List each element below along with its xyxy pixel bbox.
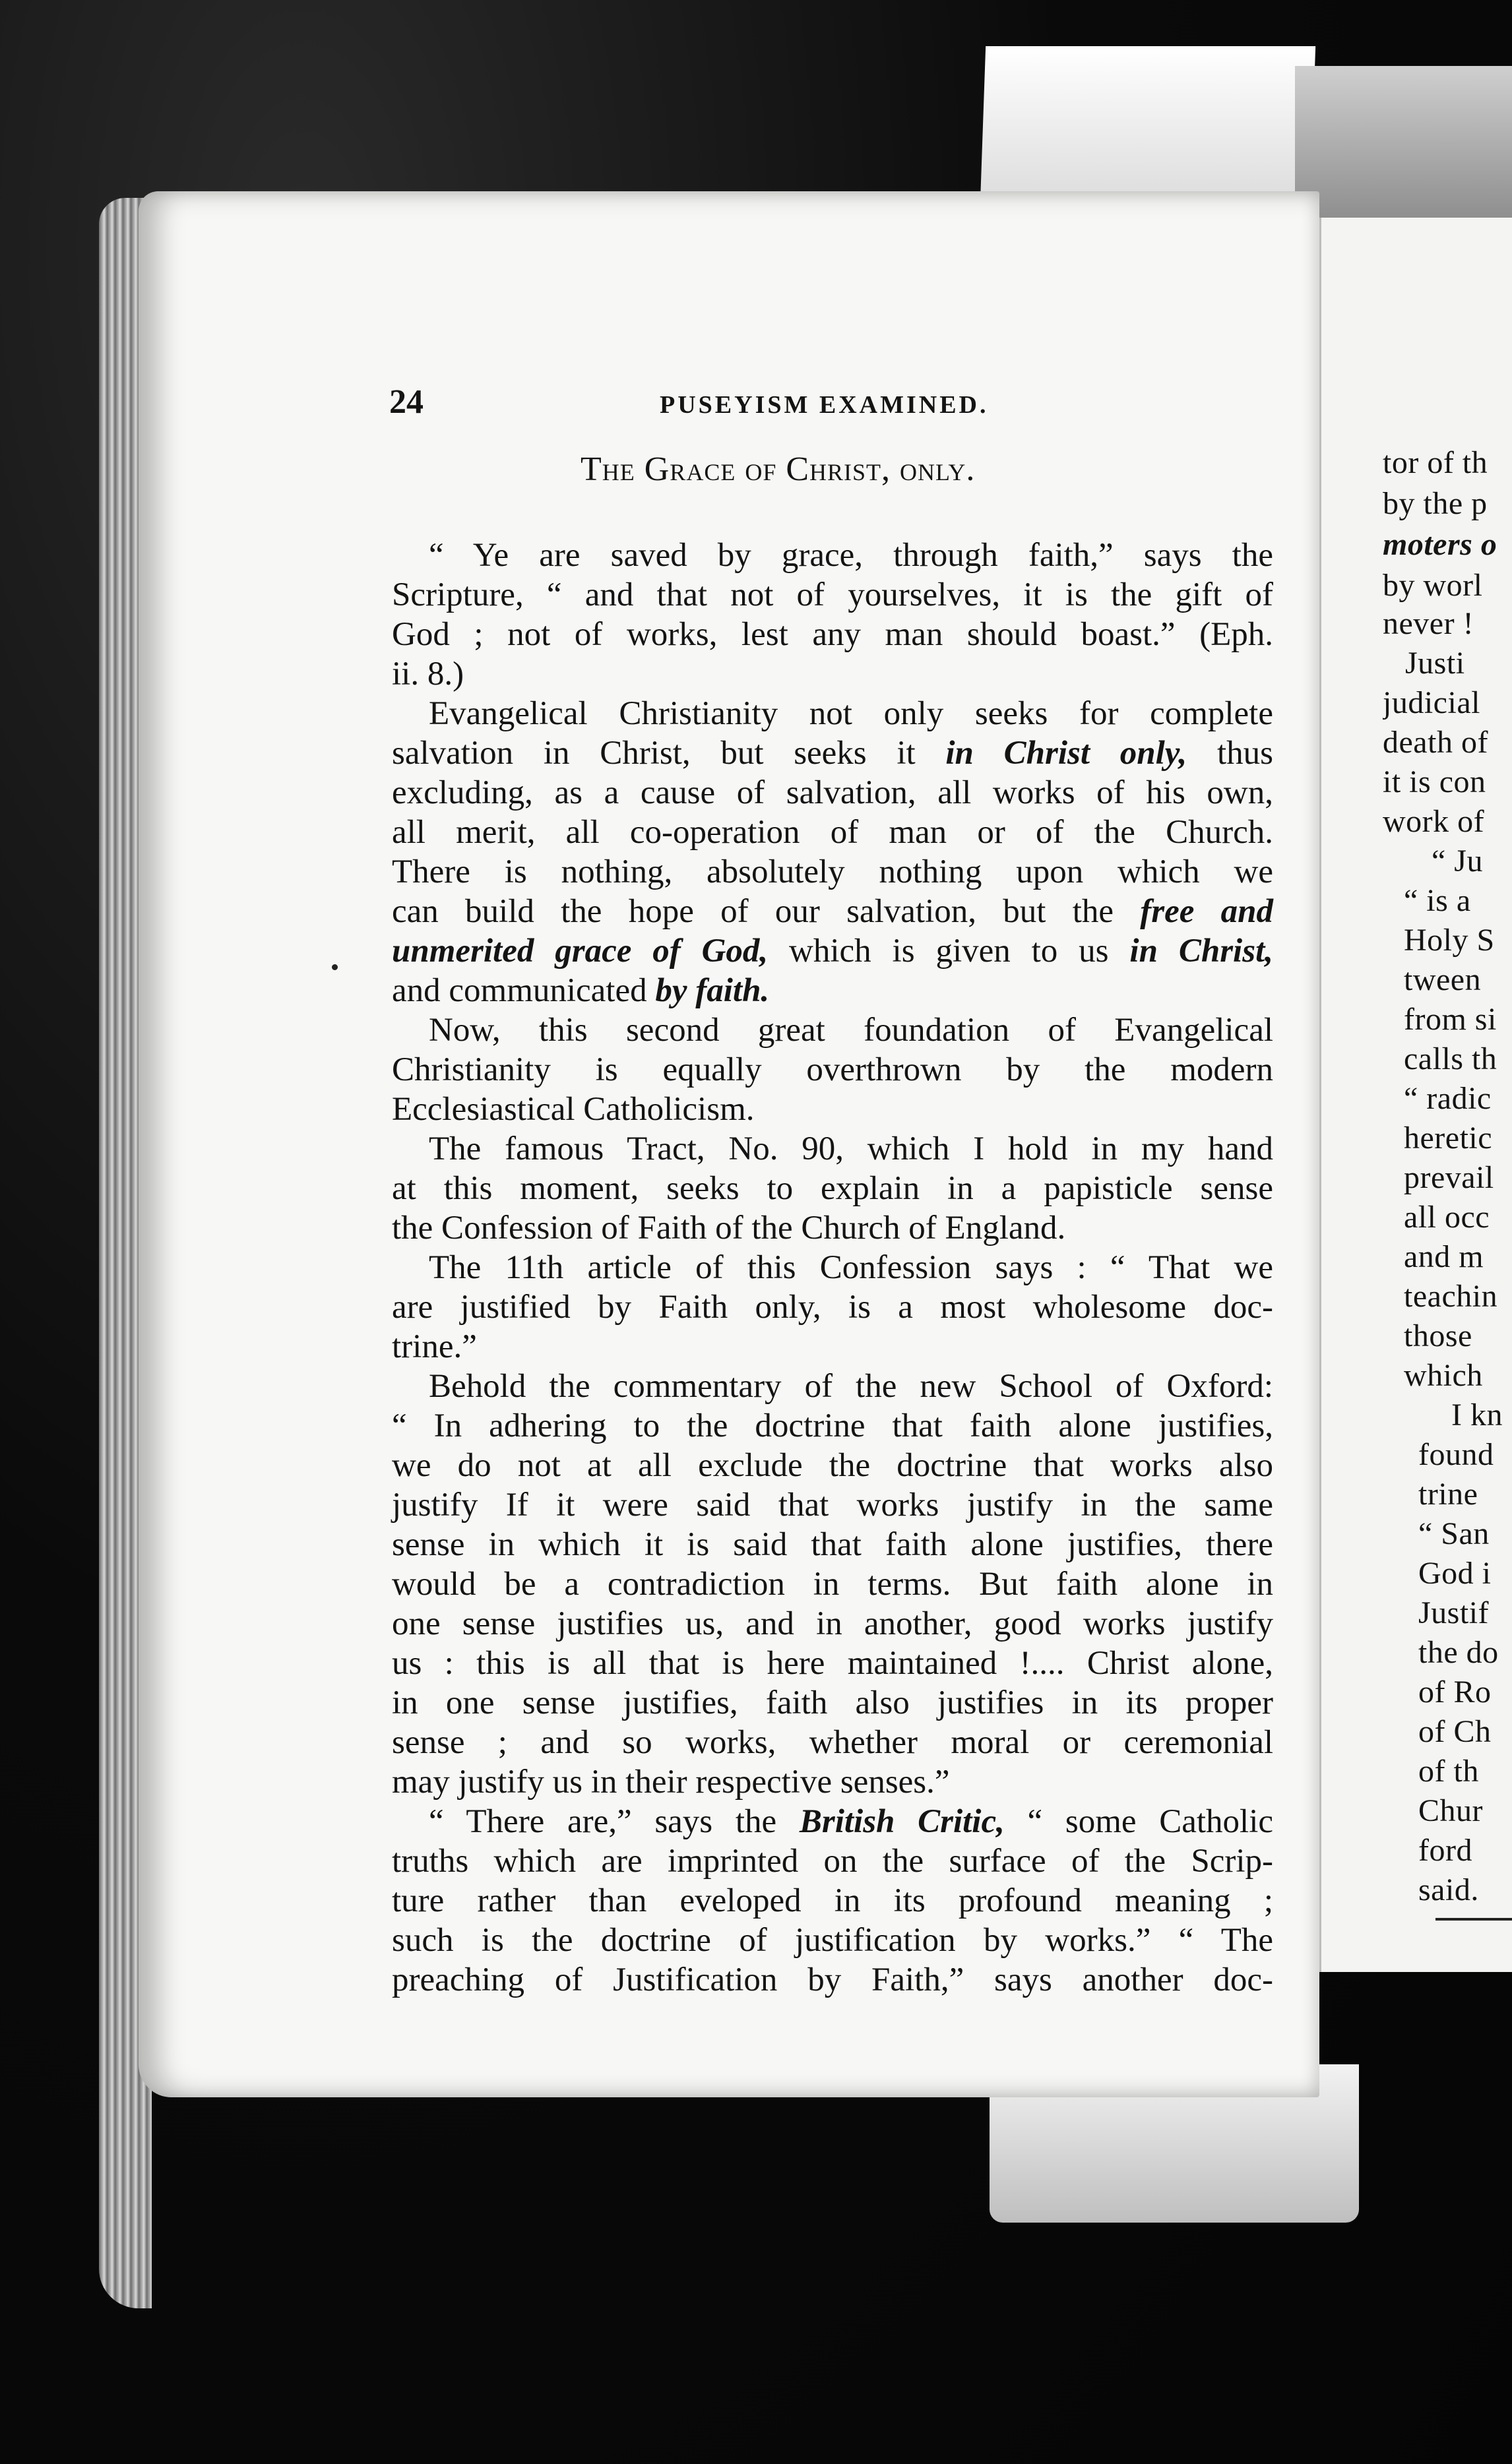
facing-page-line: Chur xyxy=(1418,1793,1483,1828)
facing-page-line: judicial xyxy=(1383,685,1480,720)
facing-page-line: those xyxy=(1404,1318,1472,1353)
text-line: Behold the commentary of the new School of Oxford: xyxy=(429,1368,1273,1405)
page-number: 24 xyxy=(389,383,424,421)
text-line: justify If it were said that works justify in the same xyxy=(392,1487,1273,1524)
text-line: may justify us in their respective senses.” xyxy=(392,1764,950,1801)
text-run: “ some Catholic xyxy=(1004,1803,1273,1840)
text-line: and communicated by faith. xyxy=(392,972,770,1009)
text-line: such is the doctrine of justification by works.” “ The xyxy=(392,1922,1273,1959)
facing-page-line: I kn xyxy=(1451,1398,1503,1432)
facing-page-line: tor of th xyxy=(1383,445,1488,480)
facing-page-line: found xyxy=(1418,1437,1494,1472)
italic-text: free and xyxy=(1140,893,1273,930)
facing-page-line: the do xyxy=(1418,1635,1499,1670)
text-line: at this moment, seeks to explain in a papisticle sense xyxy=(392,1170,1273,1207)
italic-text: British Critic, xyxy=(799,1803,1005,1840)
text-line: “ There are,” says the British Critic, “ some Catholic xyxy=(429,1803,1273,1840)
text-line: in one sense justifies, faith also justifies in its proper xyxy=(392,1684,1273,1721)
facing-page-line: and m xyxy=(1404,1239,1484,1274)
text-line: us : this is all that is here maintained !.... Christ alone, xyxy=(392,1645,1273,1682)
text-run: thus xyxy=(1187,735,1273,772)
text-line: can build the hope of our salvation, but the free and xyxy=(392,893,1273,930)
text-line: preaching of Justification by Faith,” says another doc- xyxy=(392,1961,1273,1998)
facing-page-line: of Ro xyxy=(1418,1675,1492,1709)
text-line: God ; not of works, lest any man should boast.” (Eph. xyxy=(392,616,1273,653)
text-line: sense ; and so works, whether moral or ceremonial xyxy=(392,1724,1273,1761)
facing-page-line: “ Ju xyxy=(1432,844,1483,878)
facing-page-line: Justif xyxy=(1418,1595,1490,1630)
text-line: ii. 8.) xyxy=(392,656,464,693)
facing-page-line: by the p xyxy=(1383,486,1488,521)
facing-page-line: heretic xyxy=(1404,1121,1493,1155)
facing-page-line: never ! xyxy=(1383,606,1474,641)
text-line: one sense justifies us, and in another, good works justify xyxy=(392,1605,1273,1642)
facing-page-line: work of xyxy=(1383,804,1485,839)
facing-page-line: by worl xyxy=(1383,568,1483,603)
italic-text: in Christ, xyxy=(1129,933,1273,970)
text-line: excluding, as a cause of salvation, all works of his own, xyxy=(392,774,1273,811)
running-head: PUSEYISM EXAMINED. xyxy=(660,391,989,419)
text-line: salvation in Christ, but seeks it in Christ only, thus xyxy=(392,735,1273,772)
text-line: “ Ye are saved by grace, through faith,” says the xyxy=(429,537,1273,574)
text-line xyxy=(392,931,1273,971)
text-line: Now, this second great foundation of Evangelical xyxy=(429,1012,1273,1049)
facing-page-line: all occ xyxy=(1404,1200,1490,1235)
facing-page-line: said. xyxy=(1418,1872,1479,1907)
text-line: Christianity is equally overthrown by the modern xyxy=(392,1051,1273,1088)
facing-page-line: ford xyxy=(1418,1833,1472,1868)
text-line: Ecclesiastical Catholicism. xyxy=(392,1091,755,1128)
text-line: There is nothing, absolutely nothing upon which we xyxy=(392,853,1273,890)
facing-page-line: God i xyxy=(1418,1556,1492,1591)
top-paper-flap xyxy=(980,46,1315,204)
facing-page-line: of Ch xyxy=(1418,1714,1492,1749)
facing-page-line: moters o xyxy=(1383,527,1497,562)
text-line: we do not at all exclude the doctrine that works also xyxy=(392,1447,1273,1484)
ink-dot xyxy=(332,964,338,970)
text-line: The 11th article of this Confession says : “ That we xyxy=(429,1249,1273,1286)
facing-page-line: which xyxy=(1404,1358,1483,1393)
italic-text: unmerited grace of God, xyxy=(392,933,769,970)
text-run: which is given to us xyxy=(768,933,1130,970)
facing-page-line: “ radic xyxy=(1404,1081,1492,1116)
facing-page-line: it is con xyxy=(1383,764,1486,799)
facing-page-shadow xyxy=(1295,66,1512,218)
facing-page-line: of th xyxy=(1418,1754,1479,1789)
text-line: The famous Tract, No. 90, which I hold in my hand xyxy=(429,1130,1273,1167)
facing-page-line: trine xyxy=(1418,1477,1478,1512)
text-line: trine.” xyxy=(392,1328,477,1365)
facing-page-line: prevail xyxy=(1404,1160,1494,1195)
facing-page-line: tween xyxy=(1404,962,1482,997)
italic-text: by faith. xyxy=(655,972,770,1009)
text-line: Evangelical Christianity not only seeks for complete xyxy=(429,695,1273,732)
text-line: the Confession of Faith of the Church of England. xyxy=(392,1210,1066,1247)
facing-page-line: from si xyxy=(1404,1002,1497,1037)
facing-page-line: Justi xyxy=(1405,646,1465,681)
facing-page-rule xyxy=(1435,1918,1512,1921)
text-line: truths which are imprinted on the surface of the Scrip- xyxy=(392,1843,1273,1880)
text-line: Scripture, “ and that not of yourselves, it is the gift of xyxy=(392,576,1273,613)
facing-page-line: calls th xyxy=(1404,1041,1497,1076)
facing-page-line: teachin xyxy=(1404,1279,1498,1314)
facing-page-line: death of xyxy=(1383,725,1488,760)
facing-page-line: “ is a xyxy=(1404,883,1471,918)
italic-text: in Christ only, xyxy=(945,735,1187,772)
text-line: are justified by Faith only, is a most wholesome doc- xyxy=(392,1289,1273,1326)
section-title: The Grace of Christ, only. xyxy=(581,450,976,488)
facing-page-line: Holy S xyxy=(1404,923,1495,958)
facing-page-line: “ San xyxy=(1418,1516,1490,1551)
text-line: ture rather than eveloped in its profound meaning ; xyxy=(392,1882,1273,1919)
text-line: all merit, all co-operation of man or of the Church. xyxy=(392,814,1273,851)
text-line: “ In adhering to the doctrine that faith alone justifies, xyxy=(392,1407,1273,1444)
text-line: would be a contradiction in terms. But faith alone in xyxy=(392,1566,1273,1603)
text-line: sense in which it is said that faith alone justifies, there xyxy=(392,1526,1273,1563)
